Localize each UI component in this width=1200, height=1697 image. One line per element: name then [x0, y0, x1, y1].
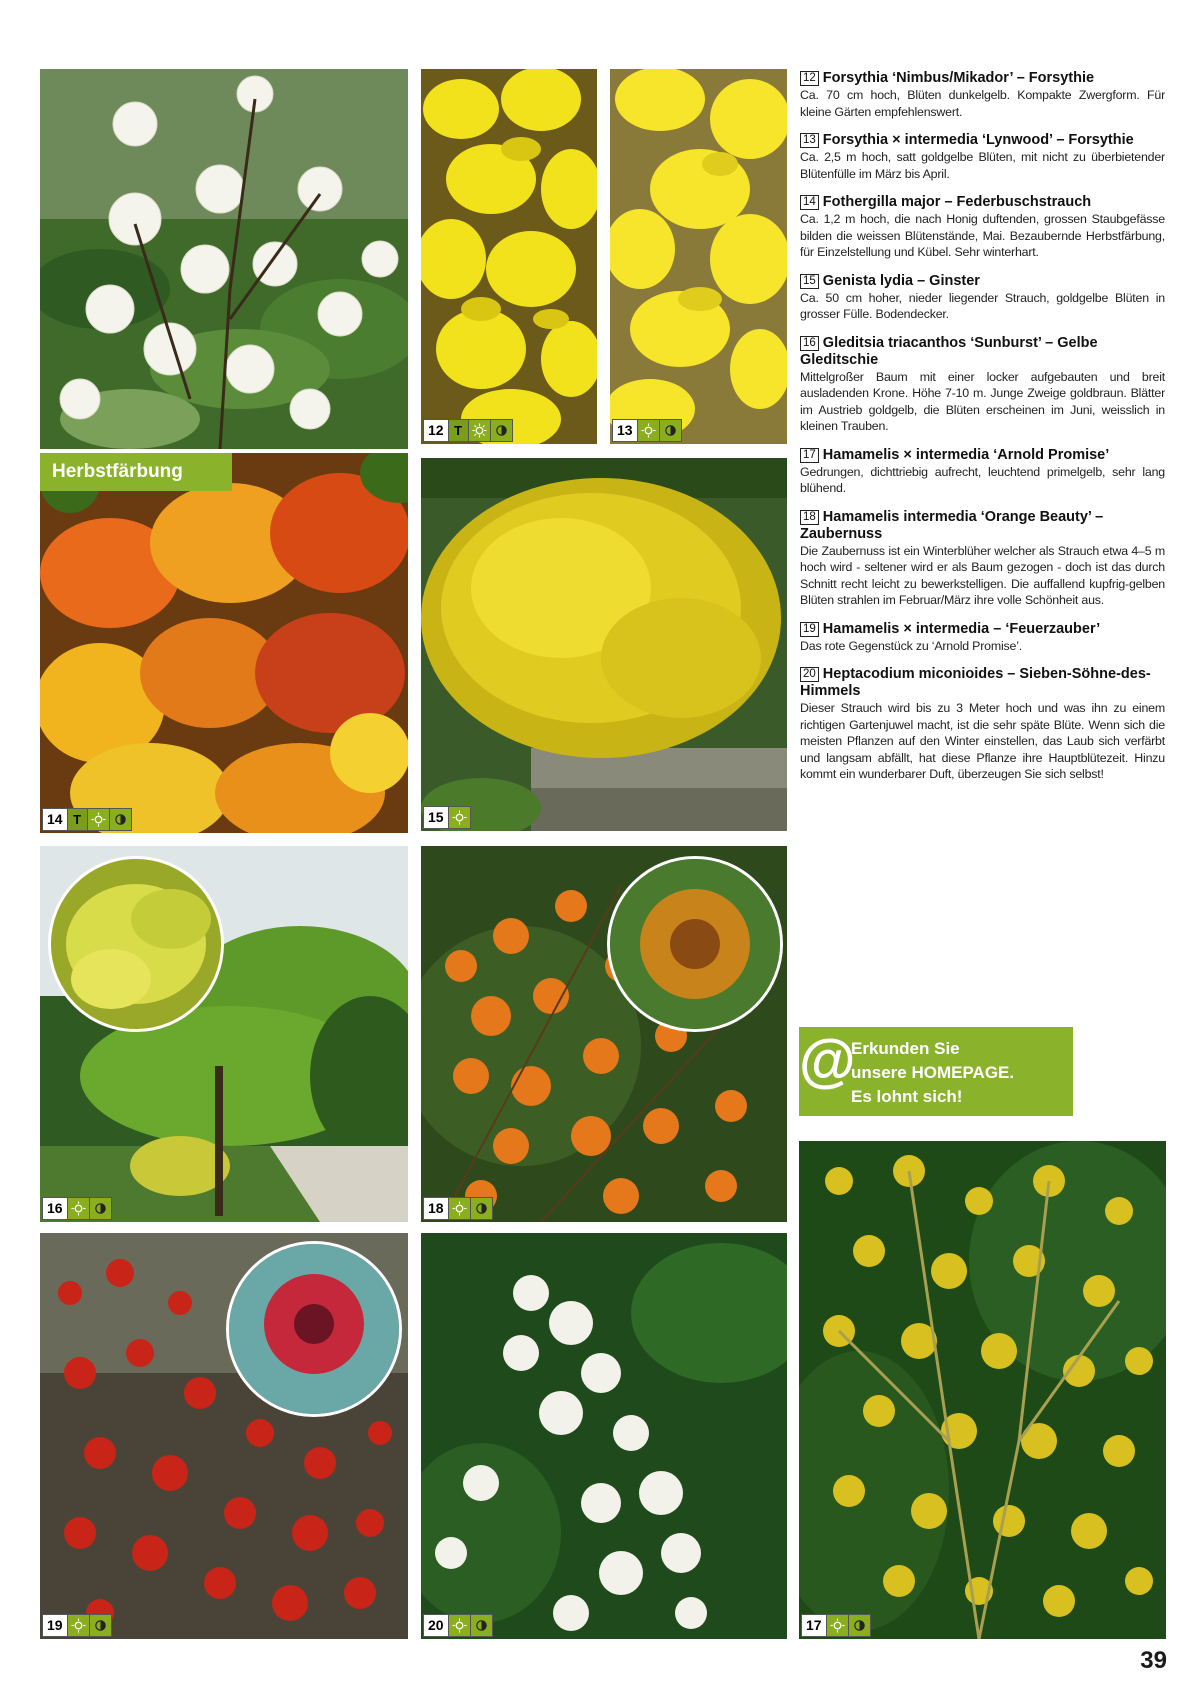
entry-title: [800, 621, 1165, 638]
badge-15: [423, 806, 471, 829]
gleditsia-detail-inset: [48, 856, 224, 1032]
badge-t: T: [449, 420, 469, 441]
badge-number: 16: [43, 1198, 68, 1219]
entry-title-text: Heptacodium miconioides – Sieben-Söhne-des-Himmels: [800, 666, 1151, 699]
entry-12: [800, 70, 1165, 120]
hamamelis-feuerzauber-inset: [226, 1241, 402, 1417]
promo-line-1: Erkunden Sie: [851, 1039, 960, 1058]
entry-text: Ca. 70 cm hoch, Blüten dunkelgelb. Kompakte Zwergform. Für kleine Gärten empfehlenswert.: [800, 88, 1165, 119]
entry-18: [800, 509, 1165, 609]
badge-17: [801, 1614, 871, 1637]
entry-16: [800, 335, 1165, 435]
entry-title-text: Forsythia × intermedia ‘Lynwood’ – Forsythie: [822, 132, 1134, 148]
badge-18: [423, 1197, 493, 1220]
promo-line-3: Es lohnt sich!: [851, 1087, 963, 1106]
half-shade-icon: [110, 809, 131, 830]
badge-12: [423, 419, 513, 442]
entry-19: [800, 621, 1165, 655]
plant-descriptions: [800, 70, 1165, 795]
herbstfaerbung-label: Herbstfärbung: [40, 453, 232, 491]
photo-heptacodium: [421, 1233, 787, 1639]
badge-20: [423, 1614, 493, 1637]
entry-text: Gedrungen, dichttriebig aufrecht, leuchtend primelgelb, sehr lang blühend.: [800, 464, 1165, 495]
homepage-promo[interactable]: [799, 1027, 1073, 1116]
entry-number: 14: [800, 195, 819, 210]
entry-number: 18: [800, 510, 819, 525]
entry-20: [800, 666, 1165, 783]
page-number: 39: [1140, 1647, 1167, 1674]
promo-text: [851, 1037, 1014, 1109]
photo-hamamelis-orange: [421, 846, 787, 1222]
sun-icon: [68, 1615, 90, 1636]
half-shade-icon: [90, 1198, 111, 1219]
entry-title-text: Hamamelis × intermedia – ‘Feuerzauber’: [822, 620, 1101, 637]
photo-forsythia-lynwood: [610, 69, 787, 444]
sun-icon: [449, 807, 470, 828]
promo-line-2: unsere HOMEPAGE.: [851, 1063, 1015, 1082]
photo-genista: [421, 458, 787, 831]
half-shade-icon: [471, 1615, 492, 1636]
entry-15: [800, 273, 1165, 323]
entry-text: Ca. 2,5 m hoch, satt goldgelbe Blüten, mit nicht zu überbietender Blütenfülle im März bis April.: [800, 150, 1165, 181]
entry-14: [800, 194, 1165, 261]
entry-text: Ca. 50 cm hoher, nieder liegender Strauch, goldgelbe Blüten in grosser Fülle. Bodendecker.: [800, 290, 1165, 321]
entry-title-text: Genista lydia – Ginster: [822, 272, 980, 289]
entry-text: Das rote Gegenstück zu ‘Arnold Promise’.: [800, 638, 1023, 653]
photo-forsythia-nimbus: [421, 69, 597, 444]
entry-text: Ca. 1,2 m hoch, die nach Honig duftenden, grossen Staubgefässe bilden die weissen Blütenstände, Mai. Bezaubernde Herbstfärbung, für Einzelstellung und Kübel. Sehr winterhart.: [800, 212, 1165, 259]
entry-number: 13: [800, 133, 819, 148]
badge-number: 12: [424, 420, 449, 441]
entry-title: [800, 666, 1165, 700]
badge-number: 19: [43, 1615, 68, 1636]
entry-title: [800, 70, 1165, 87]
entry-number: 16: [800, 336, 819, 351]
entry-number: 20: [800, 667, 819, 682]
sun-icon: [68, 1198, 90, 1219]
entry-text: Die Zaubernuss ist ein Winterblüher welcher als Strauch etwa 4–5 m hoch wird - seltener wird er als Baum gezogen - doch ist das durch Schnitt recht leicht zu bewerkstelligen. Die auffallend kupfrig-gelben Blüten strahlen im Februar/März ihre volle Schönheit aus.: [800, 543, 1165, 607]
entry-title-text: Fothergilla major – Federbuschstrauch: [822, 194, 1092, 210]
photo-fothergilla-flowers: [40, 69, 408, 449]
badge-16: [42, 1197, 112, 1220]
badge-14: [42, 808, 132, 831]
entry-title: [800, 447, 1165, 464]
entry-title: [800, 509, 1165, 543]
entry-title: [800, 335, 1165, 369]
at-icon: @: [799, 1028, 856, 1093]
entry-title-text: Hamamelis × intermedia ‘Arnold Promise’: [822, 446, 1110, 463]
half-shade-icon: [90, 1615, 111, 1636]
sun-icon: [827, 1615, 849, 1636]
sun-icon: [88, 809, 110, 830]
entry-number: 15: [800, 274, 819, 289]
half-shade-icon: [471, 1198, 492, 1219]
entry-number: 12: [800, 71, 819, 86]
photo-gleditsia: [40, 846, 408, 1222]
hamamelis-orange-inset: [607, 856, 783, 1032]
entry-title-text: Hamamelis intermedia ‘Orange Beauty’ – Zaubernuss: [800, 508, 1104, 542]
badge-number: 13: [613, 420, 638, 441]
entry-title-text: Forsythia ‘Nimbus/Mikador’ – Forsythie: [822, 70, 1095, 86]
half-shade-icon: [660, 420, 681, 441]
entry-number: 17: [800, 448, 819, 463]
entry-text: Dieser Strauch wird bis zu 3 Meter hoch und was ihn zu einem richtigen Gartenjuwel macht, ist die sehr späte Blüte. Wenn sich die meisten Pflanzen auf den Winter einstellen, das Laub sich verfärbt und langsam abfällt, hat diese Pflanze ihre Hauptblütezeit. Hinzu kommt ein wunderbarer Duft, überzeugen Sie sich selbst!: [800, 701, 1165, 781]
entry-number: 19: [800, 622, 819, 637]
badge-t: T: [68, 809, 88, 830]
badge-number: 14: [43, 809, 68, 830]
sun-icon: [449, 1615, 471, 1636]
badge-13: [612, 419, 682, 442]
half-shade-icon: [491, 420, 512, 441]
badge-number: 17: [802, 1615, 827, 1636]
entry-17: [800, 447, 1165, 497]
sun-icon: [469, 420, 491, 441]
entry-13: [800, 132, 1165, 182]
half-shade-icon: [849, 1615, 870, 1636]
badge-number: 18: [424, 1198, 449, 1219]
entry-title: [800, 194, 1165, 211]
sun-icon: [449, 1198, 471, 1219]
photo-hamamelis-feuerzauber: [40, 1233, 408, 1639]
entry-title-text: Gleditsia triacanthos ‘Sunburst’ – Gelbe Gleditschie: [800, 334, 1098, 368]
entry-title: [800, 273, 1165, 290]
sun-icon: [638, 420, 660, 441]
badge-number: 15: [424, 807, 449, 828]
badge-19: [42, 1614, 112, 1637]
entry-title: [800, 132, 1165, 149]
photo-fothergilla-autumn: [40, 453, 408, 833]
entry-text: Mittelgroßer Baum mit einer locker aufgebauten und breit ausladenden Krone. Höhe 7-10 m. Junge Zweige goldbraun. Blätter im Austrieb goldgelb, die Blüten erscheinen im Juni, weisslich in kleinen Trauben.: [800, 369, 1165, 433]
photo-hamamelis-arnold: [799, 1141, 1166, 1639]
badge-number: 20: [424, 1615, 449, 1636]
